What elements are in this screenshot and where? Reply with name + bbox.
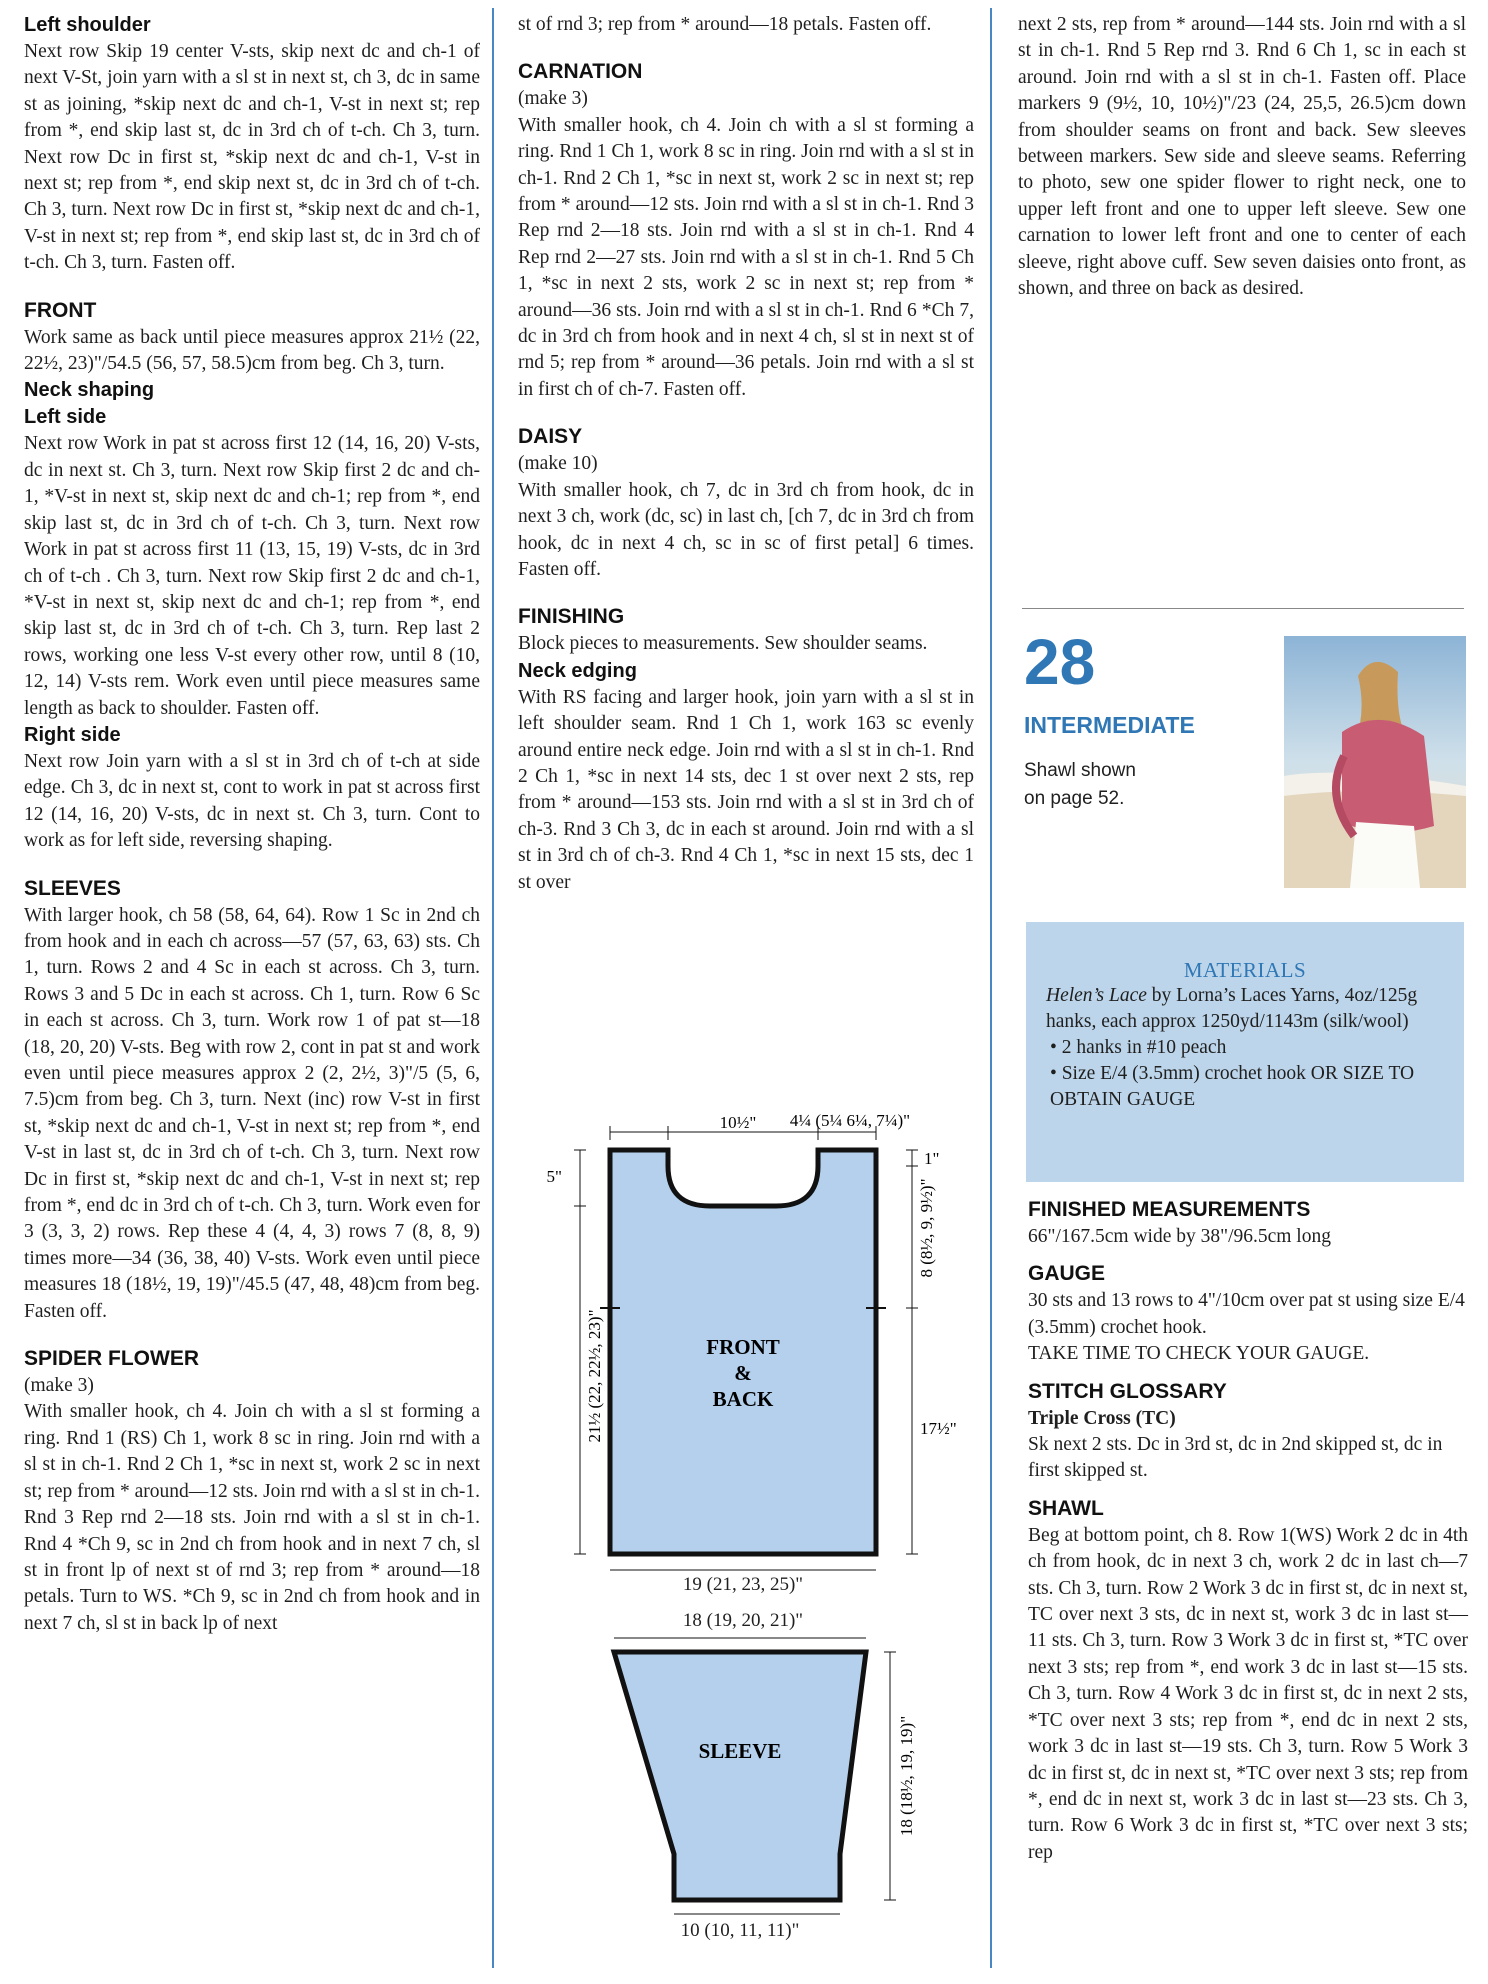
sleeve-label: SLEEVE bbox=[698, 1739, 782, 1763]
left-side-heading: Left side bbox=[24, 406, 107, 429]
column-2 bbox=[518, 12, 974, 896]
stitch-glossary-heading: STITCH GLOSSARY bbox=[1028, 1379, 1227, 1403]
neck-shaping-heading: Neck shaping bbox=[24, 379, 155, 402]
dim-armhole: 8 (8½, 9, 9½)" bbox=[917, 1178, 936, 1278]
dim-sleeve-top: 18 (19, 20, 21)" bbox=[682, 1610, 804, 1631]
shown-line-2: on page 52. bbox=[1024, 788, 1125, 809]
daisy-text: With smaller hook, ch 7, dc in 3rd ch from hook, dc in next 3 ch, work (dc, sc) in last ch, [ch 7, dc in 3rd ch from hook, dc in next 4 ch, sc in sc of first petal] 6 times. Fasten off. bbox=[518, 479, 974, 580]
spider-flower-continued: st of rnd 3; rep from * around—18 petals. Fasten off. bbox=[518, 14, 932, 35]
left-side-text: Next row Work in pat st across first 12 (14, 16, 20) V-sts, dc in next st. Ch 3, turn. Next row Skip first 2 dc and ch-1, *V-st in next st, skip next dc and ch-1; rep from *, end skip last st, dc in 3rd ch of t-ch. Ch 3, turn. Next row Work in pat st across first 11 (13, 15, 19) V-sts, dc in 3rd ch of t-ch . Ch 3, turn. Next row Skip first 2 dc and ch-1, *V-st in next st, skip next dc and ch-1; rep from *, end skip last st, dc in 3rd ch of t-ch. Ch 3, turn. Rep last 2 rows, working one less V-st every other row, until 8 (10, 12, 14) V-sts rem. Work even until piece measures same length as back to shoulder. Fasten off. bbox=[24, 433, 480, 719]
column-rule-left bbox=[492, 8, 494, 1968]
right-side-text: Next row Join yarn with a sl st in 3rd ch of t-ch at side edge. Ch 3, dc in next st, cont to work in pat st across first 12 (14, 16, 20) V-sts, dc in next st. Ch 3, turn. Cont to work as for left side, reversing shaping. bbox=[24, 750, 480, 852]
finishing-heading: FINISHING bbox=[518, 605, 625, 629]
neck-edging-text: With RS facing and larger hook, join yarn with a sl st in left shoulder seam. Rnd 1 Ch 1, work 163 sc evenly around entire neck edge. Join rnd with a sl st in ch-1. Rnd 2 Ch 1, *sc in next 14 sts, dec 1 st over next 2 sts, rep from * around—153 sts. Join rnd with a sl st in 3rd ch of ch-3. Rnd 3 Ch 3, dc in each st around. Join rnd with a sl st in 3rd ch of ch-3. Rnd 4 Ch 1, *sc in next 15 sts, dec 1 st over bbox=[518, 686, 974, 893]
stitch-glossary-text: Sk next 2 sts. Dc in 3rd st, dc in 2nd skipped st, dc in first skipped st. bbox=[1028, 1434, 1443, 1482]
carnation-heading: CARNATION bbox=[518, 60, 643, 84]
daisy-heading: DAISY bbox=[518, 425, 583, 449]
dim-neck-width: 10½" bbox=[719, 1113, 757, 1132]
gauge-text: 30 sts and 13 rows to 4"/10cm over pat st using size E/4 (3.5mm) crochet hook. bbox=[1028, 1290, 1465, 1338]
front-back-label-3: BACK bbox=[712, 1387, 774, 1411]
shown-line-1: Shawl shown bbox=[1024, 760, 1136, 781]
finishing-text: Block pieces to measurements. Sew shoulder seams. bbox=[518, 633, 928, 655]
dim-neck-depth: 5" bbox=[546, 1167, 562, 1186]
dim-body-length: 21½ (22, 22½, 23)" bbox=[585, 1309, 604, 1443]
carnation-text: With smaller hook, ch 4. Join ch with a sl st forming a ring. Rnd 1 Ch 1, work 8 sc in ring. Join rnd with a sl st in ch-1. Rnd 2 Ch 1, *sc in next st, work 2 sc in next st; rep from * around—12 sts. Join rnd with a sl st in ch-1. Rnd 3 Rep rnd 2—18 sts. Join rnd with a sl st in ch-1. Rnd 4 Rep rnd 2—27 sts. Join rnd with a sl st in ch-1. Rnd 5 Ch 1, *sc in next 2 sts, work 2 sc in next st; rep from * around—36 sts. Join rnd with a sl st in ch-1. Rnd 6 *Ch 7, dc in 3rd ch from hook and in next 4 ch, sl st in next st of rnd 5; rep from * around—36 petals. Join rnd with a sl st in first ch of ch-7. Fasten off. bbox=[518, 114, 974, 400]
shawl-heading: SHAWL bbox=[1028, 1496, 1104, 1520]
materials-item: • 2 hanks in #10 peach bbox=[1050, 1037, 1227, 1058]
left-shoulder-text: Next row Skip 19 center V-sts, skip next dc and ch-1 of next V-St, join yarn with a sl st in next st, ch 3, dc in same st as joining, *skip next dc and ch-1, V-st in next st; rep from *, end skip last st, dc in 3rd ch of t-ch. Ch 3, turn. Next row Dc in first st, *skip next dc and ch-1, V-st in next st; rep from *, end skip next st, dc in 3rd ch of t-ch. Ch 3, turn. Next row Dc in first st, *skip next dc and ch-1, V-st in next st; rep from *, end skip last st, dc in 3rd ch of t-ch. Ch 3, turn. Fasten off. bbox=[24, 41, 480, 274]
materials-item: • Size E/4 (3.5mm) crochet hook OR SIZE TO OBTAIN GAUGE bbox=[1050, 1063, 1415, 1110]
stitch-glossary-term: Triple Cross (TC) bbox=[1028, 1407, 1176, 1429]
gauge-check: TAKE TIME TO CHECK YOUR GAUGE. bbox=[1028, 1343, 1370, 1365]
materials-yarn bbox=[1026, 983, 1464, 1035]
finished-measurements-text: 66"/167.5cm wide by 38"/96.5cm long bbox=[1028, 1226, 1331, 1247]
dim-sleeve-length: 18 (18½, 19, 19)" bbox=[897, 1715, 916, 1837]
spider-flower-heading: SPIDER FLOWER bbox=[24, 1347, 200, 1371]
finishing-continued: next 2 sts, rep from * around—144 sts. Join rnd with a sl st in ch-1. Rnd 5 Rep rnd 3. Rnd 6 Ch 1, sc in each st around. Join rnd with a sl st in ch-1. Fasten off. Place markers 9 (9½, 10, 10½)"/23 (24, 25,5, 26.5)cm down from shoulder seams on front and back. Sew sleeves between markers. Sew side and sleeve seams. Referring to photo, sew one spider flower to right neck, one to upper left front and one to upper left sleeve. Sew one carnation to lower left front and one to center of each sleeve, right above cuff. Sew seven daisies onto front, as shown, and three on back as desired. bbox=[1018, 14, 1466, 300]
pattern-header bbox=[1024, 626, 1274, 813]
materials-list bbox=[1026, 1035, 1464, 1113]
shawl-text: Beg at bottom point, ch 8. Row 1(WS) Work 2 dc in 4th ch from hook, dc in next 3 ch, work 2 dc in last ch—7 sts. Ch 3, turn. Row 2 Work 3 dc in first st, dc in next st, TC over next 3 sts, dc in next st, work 3 dc in last st—11 sts. Ch 3, turn. Row 3 Work 3 dc in first st, *TC over next 3 sts; rep from *, end work 3 dc in last st—15 sts. Ch 3, turn. Row 4 Work 3 dc in first st, dc in next 2 sts, *TC over next 3 sts; rep from *, end dc in next 2 sts, work 3 dc in last st—19 sts. Ch 3, turn. Row 5 Work 3 dc in first st, dc in next st, *TC over next 3 sts; rep from *, end dc in next st, work 3 dc in last st—23 sts. Ch 3, turn. Row 6 Work 3 dc in first st, *TC over next 3 sts; rep bbox=[1028, 1524, 1468, 1863]
neck-edging-heading: Neck edging bbox=[518, 659, 637, 682]
front-text: Work same as back until piece measures approx 21½ (22, 22½, 23)"/54.5 (56, 57, 58.5)cm from beg. Ch 3, turn. bbox=[24, 326, 480, 375]
materials-heading: MATERIALS bbox=[1183, 958, 1307, 982]
spider-flower-make: (make 3) bbox=[24, 1375, 94, 1397]
sleeves-text: With larger hook, ch 58 (58, 64, 64). Row 1 Sc in 2nd ch from hook and in each ch across—57 (57, 63, 63) sts. Ch 1, turn. Rows 2 and 4 Sc in each st across. Ch 3, turn. Rows 3 and 5 Dc in each st across. Ch 1, turn. Row 6 Sc in each st across. Ch 3, turn. Work row 1 of pat st—18 (18, 20, 20) V-sts. Beg with row 2, cont in pat st and work even until piece measures approx 2 (2, 2½, 3)"/5 (5, 6, 7.5)cm from beg. Ch 3, turn. Next (inc) row V-st in first st, *skip next dc and ch-1, V-st in next st; rep from *, end V-st in last st, dc in 3rd ch of t-ch. Ch 3, turn. Next row Dc in first st, *skip next dc and ch-1, V-st in next st; rep from *, end dc in 3rd ch of t-ch. Ch 3, turn. Work even for 3 (3, 3, 2) rows. Rep these 4 (4, 4, 3) rows 7 (8, 8, 9) times more—34 (36, 38, 40) V-sts. Work even until piece measures 18 (18½, 19, 19)"/45.5 (47, 48, 48)cm from beg. Fasten off. bbox=[24, 904, 480, 1322]
column-3 bbox=[1018, 12, 1466, 302]
dim-sleeve-bottom: 10 (10, 11, 11)" bbox=[680, 1920, 800, 1941]
sleeve-schematic bbox=[600, 1634, 940, 1924]
daisy-make: (make 10) bbox=[518, 453, 598, 475]
yarn-name: Helen’s Lace bbox=[1046, 985, 1147, 1006]
gauge-heading: GAUGE bbox=[1028, 1262, 1106, 1286]
front-back-label-1: FRONT bbox=[706, 1335, 780, 1359]
front-heading: FRONT bbox=[24, 298, 97, 322]
pattern-number: 28 bbox=[1024, 626, 1096, 698]
dim-shoulder-drop: 1" bbox=[924, 1149, 940, 1168]
column-1 bbox=[24, 12, 480, 1637]
right-side-heading: Right side bbox=[24, 723, 121, 746]
sleeves-heading: SLEEVES bbox=[24, 876, 121, 900]
shawl-photo bbox=[1284, 636, 1466, 888]
column-rule-right bbox=[990, 8, 992, 1968]
left-shoulder-heading: Left shoulder bbox=[24, 14, 151, 36]
pattern-specs bbox=[1028, 1196, 1468, 1866]
spider-flower-text: With smaller hook, ch 4. Join ch with a sl st forming a ring. Rnd 1 (RS) Ch 1, work 8 sc in ring. Join rnd with a sl st in ch-1. Rnd 2 Ch 1, *sc in next st, work 2 sc in next st; rep from * around—12 sts. Join rnd with a sl st in ch-1. Rnd 3 Rep rnd 2—18 sts. Join rnd with a sl st in ch-1. Rnd 4 *Ch 9, sc in 2nd ch from hook and in next 7 ch, sl st in front lp of next st of rnd 3; rep from * around—18 petals. Turn to WS. *Ch 9, sc in 2nd ch from hook and in next 7 ch, sl st in back lp of next bbox=[24, 1401, 480, 1634]
front-back-label-2: & bbox=[734, 1361, 752, 1385]
section-divider bbox=[1022, 608, 1464, 609]
carnation-make: (make 3) bbox=[518, 88, 588, 110]
materials-box bbox=[1026, 922, 1464, 1182]
sleeve-shape bbox=[614, 1652, 866, 1900]
front-back-schematic bbox=[546, 1111, 980, 1568]
finished-measurements-heading: FINISHED MEASUREMENTS bbox=[1028, 1198, 1311, 1221]
yarn-details: by Lorna’s Laces Yarns, 4oz/125g hanks, each approx 1250yd/1143m (silk/wool) bbox=[1046, 985, 1418, 1032]
dim-shoulder-width: 4¼ (5¼ 6¼, 7¼)" bbox=[789, 1111, 911, 1130]
dim-body-width: 19 (21, 23, 25)" bbox=[682, 1574, 804, 1595]
dim-side-length: 17½" bbox=[920, 1419, 957, 1438]
skill-level: INTERMEDIATE bbox=[1024, 712, 1195, 738]
